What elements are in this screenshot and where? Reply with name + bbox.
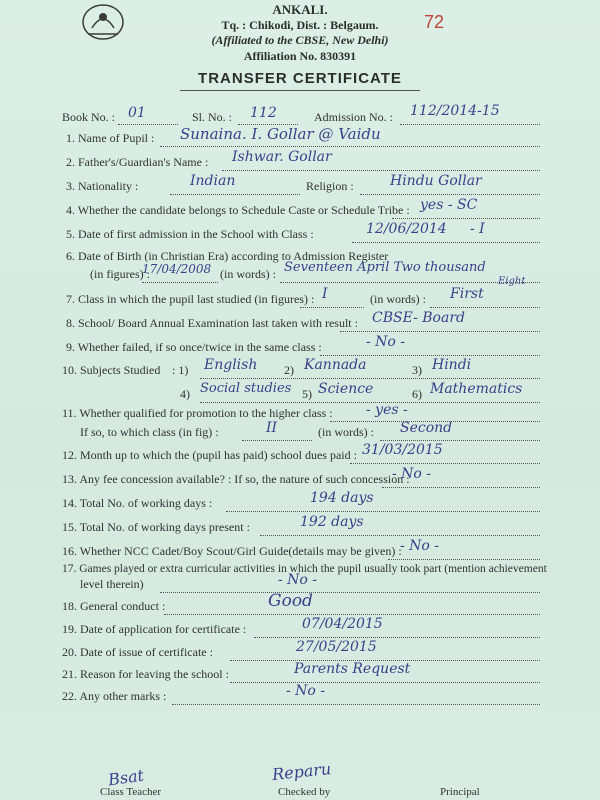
field-4-label: 4. Whether the candidate belongs to Schedule Caste or Schedule Tribe :: [66, 203, 410, 217]
field-11b-words-label: (in words) :: [318, 425, 374, 439]
field-21-value: Parents Request: [294, 661, 411, 677]
admission-no-value: 112/2014-15: [410, 103, 500, 119]
field-7-value: I: [322, 286, 328, 302]
subject-3-number: 3): [412, 363, 422, 377]
header-affiliation-no: Affiliation No. 830391: [243, 49, 357, 63]
field-7-label: 7. Class in which the pupil last studied (in figures) :: [66, 292, 315, 306]
field-11b-value: II: [266, 420, 278, 436]
field-18-value: Good: [268, 591, 313, 611]
field-13-value: - No -: [392, 466, 432, 482]
subject-1-value: English: [204, 357, 258, 373]
field-6-label: 6. Date of Birth (in Christian Era) according to Admission Register: [66, 249, 389, 263]
field-12-label: 12. Month up to which the (pupil has paid) school dues paid :: [62, 448, 357, 462]
field-12-value: 31/03/2015: [362, 442, 443, 458]
title-underline: [180, 90, 420, 91]
subject-5-number: 5): [302, 387, 312, 401]
checked-by-signature: Reparu: [271, 758, 333, 785]
field-14-value: 194 days: [310, 490, 374, 506]
field-7-words-value: First: [450, 286, 484, 302]
field-3-label: 3. Nationality :: [66, 179, 139, 193]
field-11b-label: If so, to which class (in fig) :: [80, 425, 219, 439]
book-no-label: Book No. :: [62, 110, 116, 124]
religion-label: Religion :: [306, 179, 354, 193]
field-2-value: Ishwar. Gollar: [232, 149, 332, 165]
subject-6-value: Mathematics: [430, 381, 523, 397]
field-3-value: Indian: [190, 173, 236, 189]
field-15-label: 15. Total No. of working days present :: [62, 520, 250, 534]
field-13-label: 13. Any fee concession available? : If so, the nature of such concession :: [62, 472, 410, 486]
religion-value: Hindu Gollar: [390, 173, 482, 189]
dob-words-value: Seventeen April Two thousand: [284, 260, 486, 275]
field-21-label: 21. Reason for leaving the school :: [62, 667, 229, 681]
field-2-label: 2. Father's/Guardian's Name :: [66, 155, 209, 169]
header-place: ANKALI.: [272, 2, 328, 17]
field-17-label: 17. Games played or extra curricular activities in which the pupil usually took part (mention achievement: [62, 563, 547, 575]
field-17-label-2: level therein): [80, 577, 144, 591]
class-teacher-signature: Bsat: [106, 765, 146, 790]
book-no-value: 01: [128, 105, 146, 121]
sl-no-value: 112: [250, 105, 277, 121]
field-11b-words-value: Second: [400, 420, 453, 436]
field-1-label: 1. Name of Pupil :: [66, 131, 155, 145]
admission-no-label: Admission No. :: [314, 110, 394, 124]
subject-1-number: : 1): [172, 363, 189, 377]
page-number: 72: [424, 12, 445, 32]
checked-by-label: Checked by: [278, 786, 331, 798]
field-1-value: Sunaina. I. Gollar @ Vaidu: [180, 125, 381, 143]
subject-2-number: 2): [284, 363, 294, 377]
field-16-value: - No -: [400, 538, 440, 554]
subject-2-value: Kannada: [304, 357, 367, 373]
field-9-value: - No -: [366, 334, 406, 350]
field-20-value: 27/05/2015: [296, 639, 377, 655]
field-5-class: - I: [470, 221, 485, 237]
dob-words-label: (in words) :: [220, 267, 276, 281]
class-teacher-label: Class Teacher: [100, 786, 162, 798]
field-14-label: 14. Total No. of working days :: [62, 496, 213, 510]
subject-4-value: Social studies: [200, 381, 292, 396]
header-taluk-district: Tq. : Chikodi, Dist. : Belgaum.: [221, 18, 379, 32]
field-5-label: 5. Date of first admission in the School with Class :: [66, 227, 314, 241]
field-22-label: 22. Any other marks :: [62, 689, 167, 703]
document-title: TRANSFER CERTIFICATE: [198, 70, 402, 87]
field-17-value: - No -: [278, 572, 318, 588]
field-8-value: CBSE- Board: [372, 310, 465, 326]
dob-figures-value: 17/04/2008: [142, 262, 212, 276]
field-22-value: - No -: [286, 683, 326, 699]
field-9-label: 9. Whether failed, if so once/twice in the same class :: [66, 340, 322, 354]
header-affiliation-note: (Affiliated to the CBSE, New Delhi): [211, 33, 389, 47]
field-7-words-label: (in words) :: [370, 292, 426, 306]
field-10-label: 10. Subjects Studied: [62, 363, 161, 377]
sl-no-label: Sl. No. :: [192, 110, 233, 124]
subject-3-value: Hindi: [432, 357, 472, 373]
field-18-label: 18. General conduct :: [62, 599, 166, 613]
field-4-value: yes - SC: [420, 197, 478, 213]
field-16-label: 16. Whether NCC Cadet/Boy Scout/Girl Guide(details may be given) :: [62, 544, 402, 558]
field-8-label: 8. School/ Board Annual Examination last taken with result :: [66, 316, 358, 330]
field-11-label: 11. Whether qualified for promotion to the higher class :: [62, 406, 333, 420]
principal-label: Principal: [440, 786, 480, 798]
field-19-label: 19. Date of application for certificate :: [62, 622, 247, 636]
field-11-value: - yes -: [366, 402, 408, 418]
subject-6-number: 6): [412, 387, 422, 401]
field-5-value: 12/06/2014: [366, 221, 447, 237]
subject-5-value: Science: [318, 381, 374, 397]
dob-words-extra: Eight: [498, 276, 526, 287]
dob-figures-label: (in figures) :: [90, 267, 150, 281]
field-15-value: 192 days: [300, 514, 364, 530]
field-20-label: 20. Date of issue of certificate :: [62, 645, 213, 659]
field-19-value: 07/04/2015: [302, 616, 383, 632]
subject-4-number: 4): [180, 387, 190, 401]
